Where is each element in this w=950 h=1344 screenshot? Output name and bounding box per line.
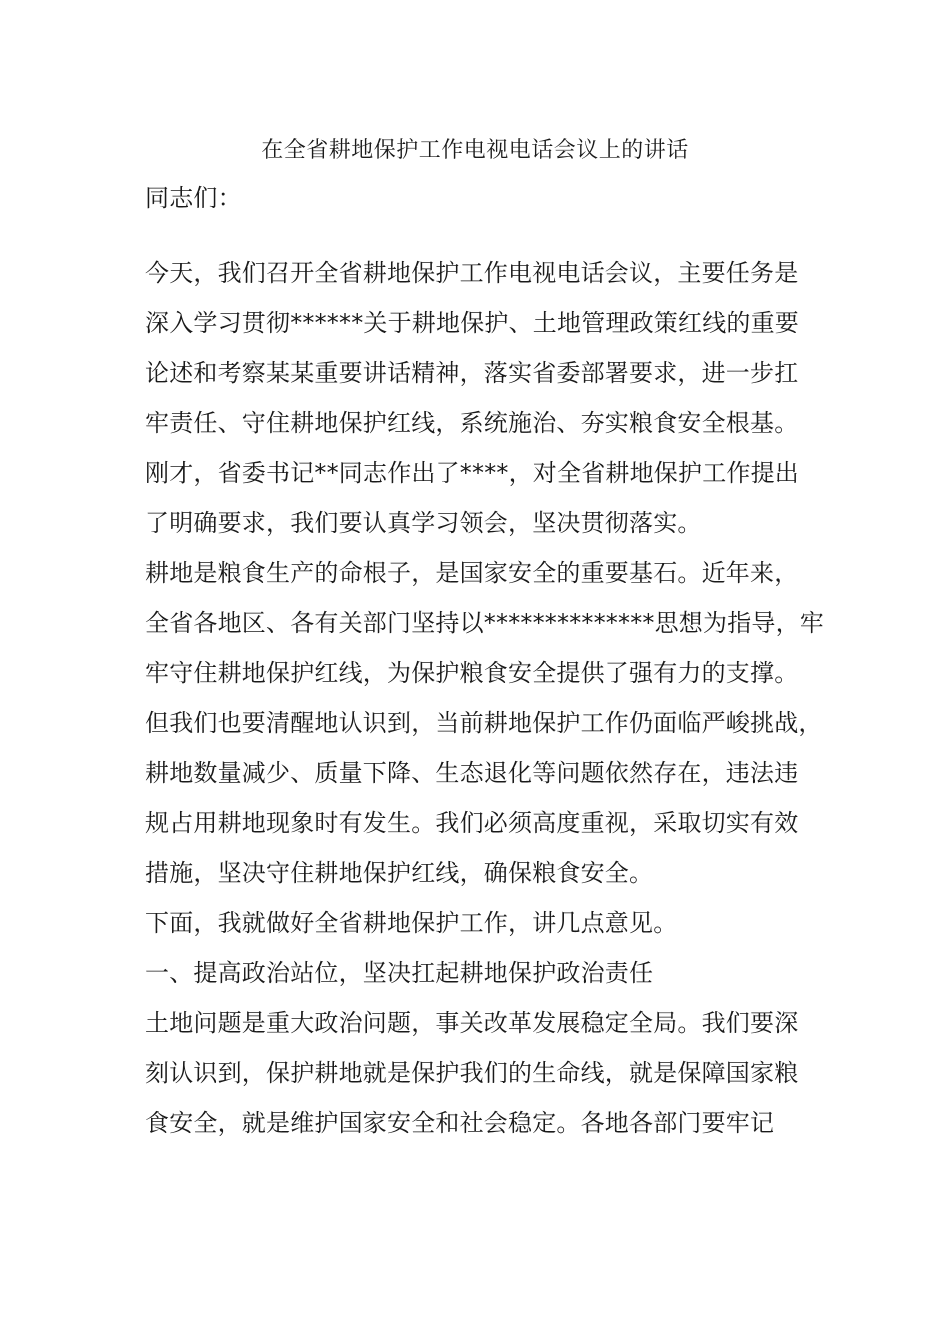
body-line: 耕地数量减少、质量下降、生态退化等问题依然存在，违法违 [145, 759, 799, 787]
body-line: 规占用耕地现象时有发生。我们必须高度重视，采取切实有效 [145, 809, 799, 837]
body-line: 食安全，就是维护国家安全和社会稳定。各地各部门要牢记 [145, 1109, 775, 1137]
body-line: 土地问题是重大政治问题，事关改革发展稳定全局。我们要深 [145, 1009, 799, 1037]
body-line: 耕地是粮食生产的命根子，是国家安全的重要基石。近年来， [145, 559, 799, 587]
body-line: 刚才，省委书记**同志作出了****，对全省耕地保护工作提出 [145, 459, 799, 487]
salutation: 同志们： [145, 184, 242, 212]
body-line: 下面，我就做好全省耕地保护工作，讲几点意见。 [145, 909, 678, 937]
body-line: 了明确要求，我们要认真学习领会，坚决贯彻落实。 [145, 509, 702, 537]
body-line: 牢责任、守住耕地保护红线，系统施治、夯实粮食安全根基。 [145, 409, 799, 437]
body-line: 措施，坚决守住耕地保护红线，确保粮食安全。 [145, 859, 654, 887]
body-line: 深入学习贯彻******关于耕地保护、土地管理政策红线的重要 [145, 309, 799, 337]
body-line: 论述和考察某某重要讲话精神，落实省委部署要求，进一步扛 [145, 359, 799, 387]
body-line: 刻认识到，保护耕地就是保护我们的生命线，就是保障国家粮 [145, 1059, 799, 1087]
document-title: 在全省耕地保护工作电视电话会议上的讲话 [261, 138, 689, 163]
section-heading: 一、提高政治站位，坚决扛起耕地保护政治责任 [145, 959, 654, 987]
body-line: 全省各地区、各有关部门坚持以**************思想为指导，牢 [145, 609, 824, 637]
body-line: 但我们也要清醒地认识到，当前耕地保护工作仍面临严峻挑战， [145, 709, 823, 737]
body-line: 今天，我们召开全省耕地保护工作电视电话会议，主要任务是 [145, 259, 799, 287]
body-line: 牢守住耕地保护红线，为保护粮食安全提供了强有力的支撑。 [145, 659, 799, 687]
